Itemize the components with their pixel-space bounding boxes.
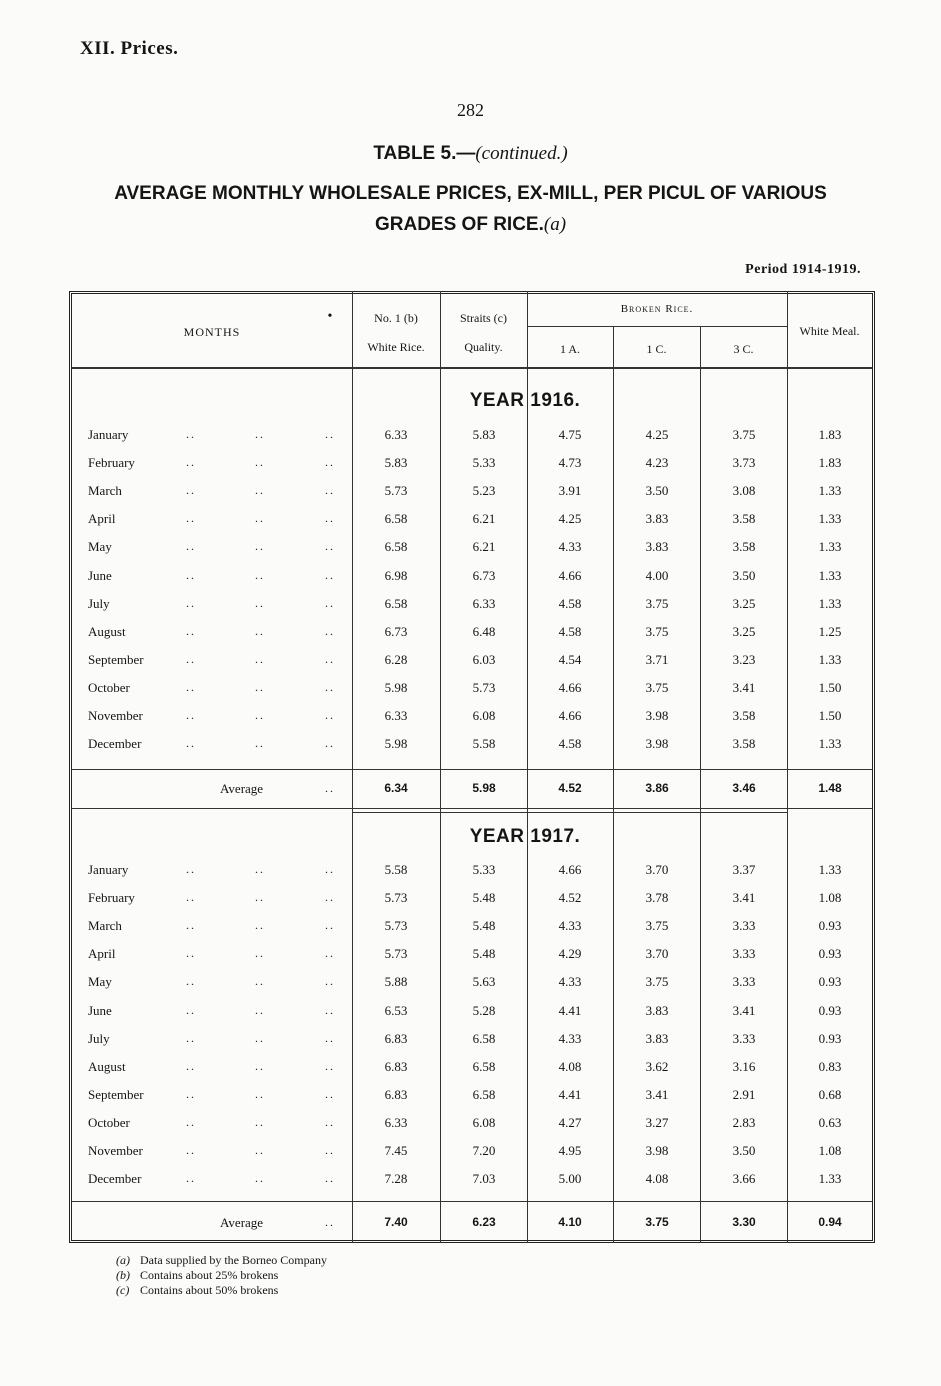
leader-dots: .. — [325, 1114, 335, 1129]
cell-b3c: 3.16 — [732, 1058, 756, 1074]
cell-straits: 6.08 — [472, 708, 496, 723]
cell-b1a: 4.66 — [558, 862, 582, 877]
leader-dots: .. — [255, 567, 265, 582]
month-label: September — [88, 651, 144, 667]
cell-b3c: 3.50 — [732, 567, 756, 583]
header-broken-1c: 1 C. — [646, 342, 667, 356]
average-label: Average — [220, 781, 264, 796]
cell-b1c: 3.75 — [645, 595, 669, 611]
cell-b1a: 4.66 — [558, 679, 582, 695]
leader-dots: .. — [255, 946, 265, 961]
leader-dots: .. — [255, 511, 265, 526]
footnote-b: (b) Contains about 25% brokens — [116, 1268, 279, 1282]
leader-dots: .. — [255, 1086, 265, 1101]
cell-b1c: 3.98 — [645, 736, 669, 752]
cell-meal: 1.50 — [818, 708, 842, 723]
average-meal: 1.48 — [818, 781, 842, 795]
cell-b3c: 3.58 — [732, 736, 756, 752]
average-label: Average — [220, 1215, 264, 1230]
cell-straits: 5.48 — [472, 946, 496, 962]
cell-no1: 6.58 — [384, 595, 408, 611]
cell-no1: 6.33 — [384, 427, 408, 442]
leader-dots: .. — [255, 1058, 265, 1073]
leader-dots: .. — [186, 1030, 196, 1045]
leader-dots: .. — [255, 918, 265, 933]
footnote-a: (a) Data supplied by the Borneo Company — [116, 1253, 327, 1267]
header-no1-bottom: White Rice. — [367, 340, 425, 354]
cell-meal: 1.33 — [818, 567, 842, 583]
cell-b1c: 4.23 — [645, 455, 669, 471]
leader-dots: .. — [255, 708, 265, 722]
leader-dots: .. — [186, 1058, 196, 1073]
month-label: May — [88, 974, 112, 990]
cell-no1: 7.28 — [384, 1171, 408, 1187]
cell-b1c: 3.27 — [645, 1114, 669, 1130]
month-label: August — [88, 1058, 126, 1074]
cell-b1a: 4.58 — [558, 623, 582, 639]
cell-b1a: 5.00 — [558, 1171, 582, 1187]
leader-dots: .. — [325, 946, 335, 961]
section-header: XII. Prices. — [80, 38, 179, 59]
leader-dots: .. — [186, 918, 196, 933]
leader-dots: .. — [325, 455, 335, 470]
cell-meal: 0.93 — [818, 974, 842, 990]
cell-b3c: 3.33 — [732, 918, 756, 934]
cell-no1: 6.83 — [384, 1058, 408, 1074]
cell-straits: 6.21 — [472, 539, 496, 555]
cell-no1: 6.58 — [384, 511, 408, 527]
month-label: December — [88, 736, 142, 752]
cell-straits: 5.48 — [472, 890, 496, 906]
leader-dots: .. — [186, 1002, 196, 1017]
average-meal: 0.94 — [818, 1215, 842, 1229]
average-b1c: 3.75 — [645, 1215, 669, 1229]
header-no1-top: No. 1 (b) — [374, 311, 418, 325]
cell-b3c: 3.37 — [732, 862, 756, 877]
leader-dots: .. — [255, 1171, 265, 1186]
cell-meal: 1.25 — [818, 623, 842, 639]
month-label: November — [88, 708, 143, 723]
cell-b1c: 3.83 — [645, 539, 669, 555]
leader-dots: .. — [186, 483, 196, 498]
cell-straits: 7.03 — [472, 1171, 496, 1187]
leader-dots: .. — [325, 483, 335, 498]
cell-b3c: 3.41 — [732, 890, 756, 906]
average-b3c: 3.30 — [732, 1215, 756, 1229]
cell-b1c: 4.25 — [645, 427, 669, 442]
leader-dots: .. — [186, 974, 196, 989]
cell-no1: 7.45 — [384, 1143, 408, 1158]
cell-no1: 6.53 — [384, 1002, 408, 1018]
cell-straits: 6.58 — [472, 1030, 496, 1046]
cell-meal: 1.33 — [818, 595, 842, 611]
leader-dots: .. — [325, 595, 335, 610]
leader-dots: .. — [255, 736, 265, 751]
leader-dots: .. — [325, 1002, 335, 1017]
month-label: March — [88, 918, 122, 934]
cell-b1c: 3.50 — [645, 483, 669, 499]
cell-b3c: 2.83 — [732, 1114, 756, 1130]
table-title-continued: (continued.) — [475, 143, 568, 164]
cell-b3c: 3.33 — [732, 974, 756, 990]
average-no1: 7.40 — [384, 1215, 408, 1229]
month-label: February — [88, 455, 135, 471]
footnote-ref-a: (a) — [543, 214, 567, 235]
leader-dots: .. — [255, 974, 265, 989]
cell-b1a: 4.73 — [558, 455, 582, 471]
cell-meal: 1.33 — [818, 539, 842, 555]
leader-dots: .. — [186, 455, 196, 470]
cell-b1a: 4.52 — [558, 890, 582, 906]
leader-dots: .. — [255, 483, 265, 498]
leader-dots: .. — [255, 455, 265, 470]
period-label: Period 1914-1919. — [745, 262, 861, 277]
cell-straits: 5.73 — [472, 679, 496, 695]
leader-dots: .. — [325, 708, 335, 722]
leader-dots: .. — [186, 623, 196, 638]
cell-straits: 6.21 — [472, 511, 496, 527]
leader-dots: .. — [325, 623, 335, 638]
header-straits-top: Straits (c) — [460, 311, 507, 325]
cell-b3c: 3.33 — [732, 1030, 756, 1046]
cell-meal: 1.50 — [818, 679, 842, 695]
month-label: January — [88, 862, 129, 877]
leader-dots: .. — [325, 1215, 335, 1229]
cell-no1: 5.88 — [384, 974, 408, 990]
leader-dots: .. — [186, 946, 196, 961]
cell-b3c: 3.23 — [732, 651, 756, 667]
cell-b1c: 3.62 — [645, 1058, 669, 1074]
cell-b1a: 4.29 — [558, 946, 582, 962]
average-b1a: 4.10 — [558, 1215, 582, 1229]
leader-dots: .. — [325, 427, 335, 441]
cell-b1a: 4.95 — [558, 1143, 582, 1158]
cell-meal: 1.83 — [818, 455, 842, 471]
leader-dots: .. — [325, 651, 335, 666]
cell-no1: 5.58 — [384, 862, 408, 877]
cell-straits: 5.28 — [472, 1002, 496, 1018]
cell-b3c: 3.58 — [732, 539, 756, 555]
cell-b1a: 4.33 — [558, 974, 582, 990]
leader-dots: .. — [186, 1143, 196, 1157]
cell-no1: 6.33 — [384, 1114, 408, 1130]
month-label: January — [88, 427, 129, 442]
cell-straits: 5.63 — [472, 974, 496, 990]
header-broken-3c: 3 C. — [733, 342, 754, 356]
month-label: June — [88, 1002, 112, 1018]
footnotes — [116, 1253, 327, 1298]
cell-b1c: 3.75 — [645, 974, 669, 990]
leader-dots: .. — [325, 1086, 335, 1101]
cell-straits: 6.08 — [472, 1114, 496, 1130]
leader-dots: .. — [255, 651, 265, 666]
cell-b1c: 4.00 — [645, 567, 669, 583]
header-broken-1a: 1 A. — [559, 342, 580, 356]
cell-no1: 5.73 — [384, 946, 408, 962]
cell-b3c: 3.58 — [732, 708, 756, 723]
average-b1a: 4.52 — [558, 781, 582, 795]
table-title — [0, 143, 941, 165]
leader-dots: .. — [325, 567, 335, 582]
cell-no1: 5.83 — [384, 455, 408, 471]
cell-b1c: 3.83 — [645, 1030, 669, 1046]
cell-b3c: 3.66 — [732, 1171, 756, 1187]
leader-dots: .. — [186, 511, 196, 526]
cell-straits: 5.33 — [472, 862, 496, 877]
leader-dots: .. — [186, 736, 196, 751]
cell-b1c: 3.70 — [645, 946, 669, 962]
leader-dots: .. — [325, 736, 335, 751]
cell-no1: 5.98 — [384, 736, 408, 752]
cell-b1a: 4.33 — [558, 918, 582, 934]
cell-b3c: 3.73 — [732, 455, 756, 471]
cell-b1c: 3.75 — [645, 679, 669, 695]
leader-dots: .. — [325, 539, 335, 554]
cell-b3c: 3.33 — [732, 946, 756, 962]
month-label: April — [88, 511, 116, 527]
leader-dots: .. — [186, 890, 196, 905]
cell-no1: 5.73 — [384, 918, 408, 934]
leader-dots: .. — [325, 679, 335, 694]
cell-meal: 1.33 — [818, 651, 842, 667]
cell-b1a: 4.75 — [558, 427, 582, 442]
cell-straits: 6.03 — [472, 651, 496, 667]
cell-b1c: 3.83 — [645, 511, 669, 527]
header-bullet: • — [327, 309, 333, 324]
leader-dots: .. — [325, 918, 335, 933]
cell-no1: 6.58 — [384, 539, 408, 555]
cell-b3c: 3.50 — [732, 1143, 756, 1158]
month-label: September — [88, 1086, 144, 1102]
table-subtitle-text: GRADES OF RICE. — [374, 214, 544, 235]
cell-b1c: 3.71 — [645, 651, 669, 667]
cell-b3c: 3.41 — [732, 1002, 756, 1018]
leader-dots: .. — [255, 862, 265, 876]
cell-straits: 5.33 — [472, 455, 496, 471]
cell-b1a: 4.41 — [558, 1002, 582, 1018]
leader-dots: .. — [186, 539, 196, 554]
cell-b1c: 3.98 — [645, 708, 669, 723]
cell-b1a: 4.66 — [558, 708, 582, 723]
month-label: July — [88, 1030, 110, 1046]
cell-no1: 6.73 — [384, 623, 408, 639]
header-straits-bottom: Quality. — [464, 340, 503, 354]
cell-no1: 6.33 — [384, 708, 408, 723]
cell-b3c: 3.08 — [732, 483, 756, 499]
leader-dots: .. — [186, 651, 196, 666]
cell-b1a: 4.33 — [558, 1030, 582, 1046]
cell-b3c: 3.75 — [732, 427, 756, 442]
cell-no1: 6.98 — [384, 567, 408, 583]
cell-meal: 1.33 — [818, 1171, 842, 1187]
leader-dots: .. — [325, 511, 335, 526]
cell-meal: 0.68 — [818, 1086, 842, 1102]
leader-dots: .. — [255, 427, 265, 441]
leader-dots: .. — [255, 539, 265, 554]
month-label: November — [88, 1143, 143, 1158]
month-label: February — [88, 890, 135, 906]
cell-b1c: 4.08 — [645, 1171, 669, 1187]
average-b3c: 3.46 — [732, 781, 756, 795]
leader-dots: .. — [325, 890, 335, 905]
leader-dots: .. — [325, 1171, 335, 1186]
average-no1: 6.34 — [384, 781, 408, 795]
cell-no1: 6.28 — [384, 651, 408, 667]
cell-straits: 6.58 — [472, 1058, 496, 1074]
cell-meal: 1.83 — [818, 427, 842, 442]
leader-dots: .. — [255, 623, 265, 638]
cell-b1c: 3.75 — [645, 918, 669, 934]
leader-dots: .. — [186, 427, 196, 441]
cell-b1a: 4.27 — [558, 1114, 582, 1130]
leader-dots: .. — [325, 1058, 335, 1073]
cell-b3c: 3.25 — [732, 595, 756, 611]
cell-meal: 1.08 — [818, 1143, 842, 1158]
cell-b1a: 4.58 — [558, 595, 582, 611]
cell-meal: 1.08 — [818, 890, 842, 906]
leader-dots: .. — [325, 862, 335, 876]
month-label: July — [88, 595, 110, 611]
cell-b1a: 4.25 — [558, 511, 582, 527]
leader-dots: .. — [325, 1030, 335, 1045]
year-1916-label: YEAR 1916. — [469, 390, 581, 411]
cell-no1: 6.83 — [384, 1086, 408, 1102]
cell-straits: 6.58 — [472, 1086, 496, 1102]
cell-meal: 1.33 — [818, 862, 842, 877]
average-straits: 6.23 — [472, 1215, 496, 1229]
month-label: December — [88, 1171, 142, 1187]
table-subtitle-line2 — [0, 214, 941, 236]
cell-b1a: 4.54 — [558, 651, 582, 667]
cell-b1a: 4.08 — [558, 1058, 582, 1074]
cell-b3c: 3.25 — [732, 623, 756, 639]
leader-dots: .. — [325, 974, 335, 989]
month-label: March — [88, 483, 122, 499]
cell-b3c: 3.41 — [732, 679, 756, 695]
month-label: May — [88, 539, 112, 555]
header-broken-rice: Broken Rice. — [620, 303, 694, 315]
cell-b1c: 3.70 — [645, 862, 669, 877]
cell-b1c: 3.83 — [645, 1002, 669, 1018]
leader-dots: .. — [325, 1143, 335, 1157]
cell-b3c: 2.91 — [732, 1086, 756, 1102]
cell-straits: 6.33 — [472, 595, 496, 611]
cell-straits: 5.83 — [472, 427, 496, 442]
table-title-text: TABLE 5.— — [373, 143, 476, 164]
cell-no1: 5.73 — [384, 483, 408, 499]
leader-dots: .. — [255, 890, 265, 905]
leader-dots: .. — [186, 862, 196, 876]
month-label: October — [88, 679, 130, 695]
cell-straits: 7.20 — [472, 1143, 496, 1158]
cell-meal: 0.63 — [818, 1114, 842, 1130]
cell-meal: 0.93 — [818, 1002, 842, 1018]
leader-dots: .. — [186, 1171, 196, 1186]
month-label: October — [88, 1114, 130, 1130]
cell-b3c: 3.58 — [732, 511, 756, 527]
table-subtitle-line1: AVERAGE MONTHLY WHOLESALE PRICES, EX-MILL, PER PICUL OF VARIOUS — [114, 183, 827, 204]
leader-dots: .. — [255, 679, 265, 694]
month-label: June — [88, 567, 112, 583]
month-label: August — [88, 623, 126, 639]
leader-dots: .. — [255, 1143, 265, 1157]
cell-b1c: 3.75 — [645, 623, 669, 639]
leader-dots: .. — [186, 708, 196, 722]
header-months: MONTHS — [183, 325, 241, 339]
cell-b1c: 3.98 — [645, 1143, 669, 1158]
leader-dots: .. — [255, 1002, 265, 1017]
leader-dots: .. — [186, 567, 196, 582]
cell-meal: 0.93 — [818, 946, 842, 962]
year-1917-label: YEAR 1917. — [469, 826, 581, 847]
average-straits: 5.98 — [472, 781, 496, 795]
leader-dots: .. — [186, 1114, 196, 1129]
cell-straits: 5.48 — [472, 918, 496, 934]
page-number: 282 — [457, 100, 484, 120]
month-label: April — [88, 946, 116, 962]
leader-dots: .. — [186, 595, 196, 610]
average-b1c: 3.86 — [645, 781, 669, 795]
leader-dots: .. — [255, 595, 265, 610]
cell-straits: 6.73 — [472, 567, 496, 583]
cell-straits: 5.23 — [472, 483, 496, 499]
cell-no1: 5.98 — [384, 679, 408, 695]
cell-b1c: 3.41 — [645, 1086, 669, 1102]
cell-meal: 0.93 — [818, 1030, 842, 1046]
footnote-c: (c) Contains about 50% brokens — [116, 1283, 279, 1297]
cell-b1a: 4.66 — [558, 567, 582, 583]
cell-b1a: 4.41 — [558, 1086, 582, 1102]
leader-dots: .. — [186, 679, 196, 694]
cell-b1a: 4.33 — [558, 539, 582, 555]
cell-no1: 6.83 — [384, 1030, 408, 1046]
cell-meal: 0.93 — [818, 918, 842, 934]
cell-straits: 5.58 — [472, 736, 496, 752]
leader-dots: .. — [255, 1030, 265, 1045]
cell-b1a: 3.91 — [558, 483, 582, 499]
header-white-meal: White Meal. — [799, 324, 860, 338]
cell-straits: 6.48 — [472, 623, 496, 639]
cell-meal: 0.83 — [818, 1058, 842, 1074]
cell-meal: 1.33 — [818, 483, 842, 499]
cell-meal: 1.33 — [818, 511, 842, 527]
leader-dots: .. — [325, 781, 335, 795]
cell-b1a: 4.58 — [558, 736, 582, 752]
leader-dots: .. — [255, 1114, 265, 1129]
leader-dots: .. — [186, 1086, 196, 1101]
cell-meal: 1.33 — [818, 736, 842, 752]
cell-no1: 5.73 — [384, 890, 408, 906]
cell-b1c: 3.78 — [645, 890, 669, 906]
